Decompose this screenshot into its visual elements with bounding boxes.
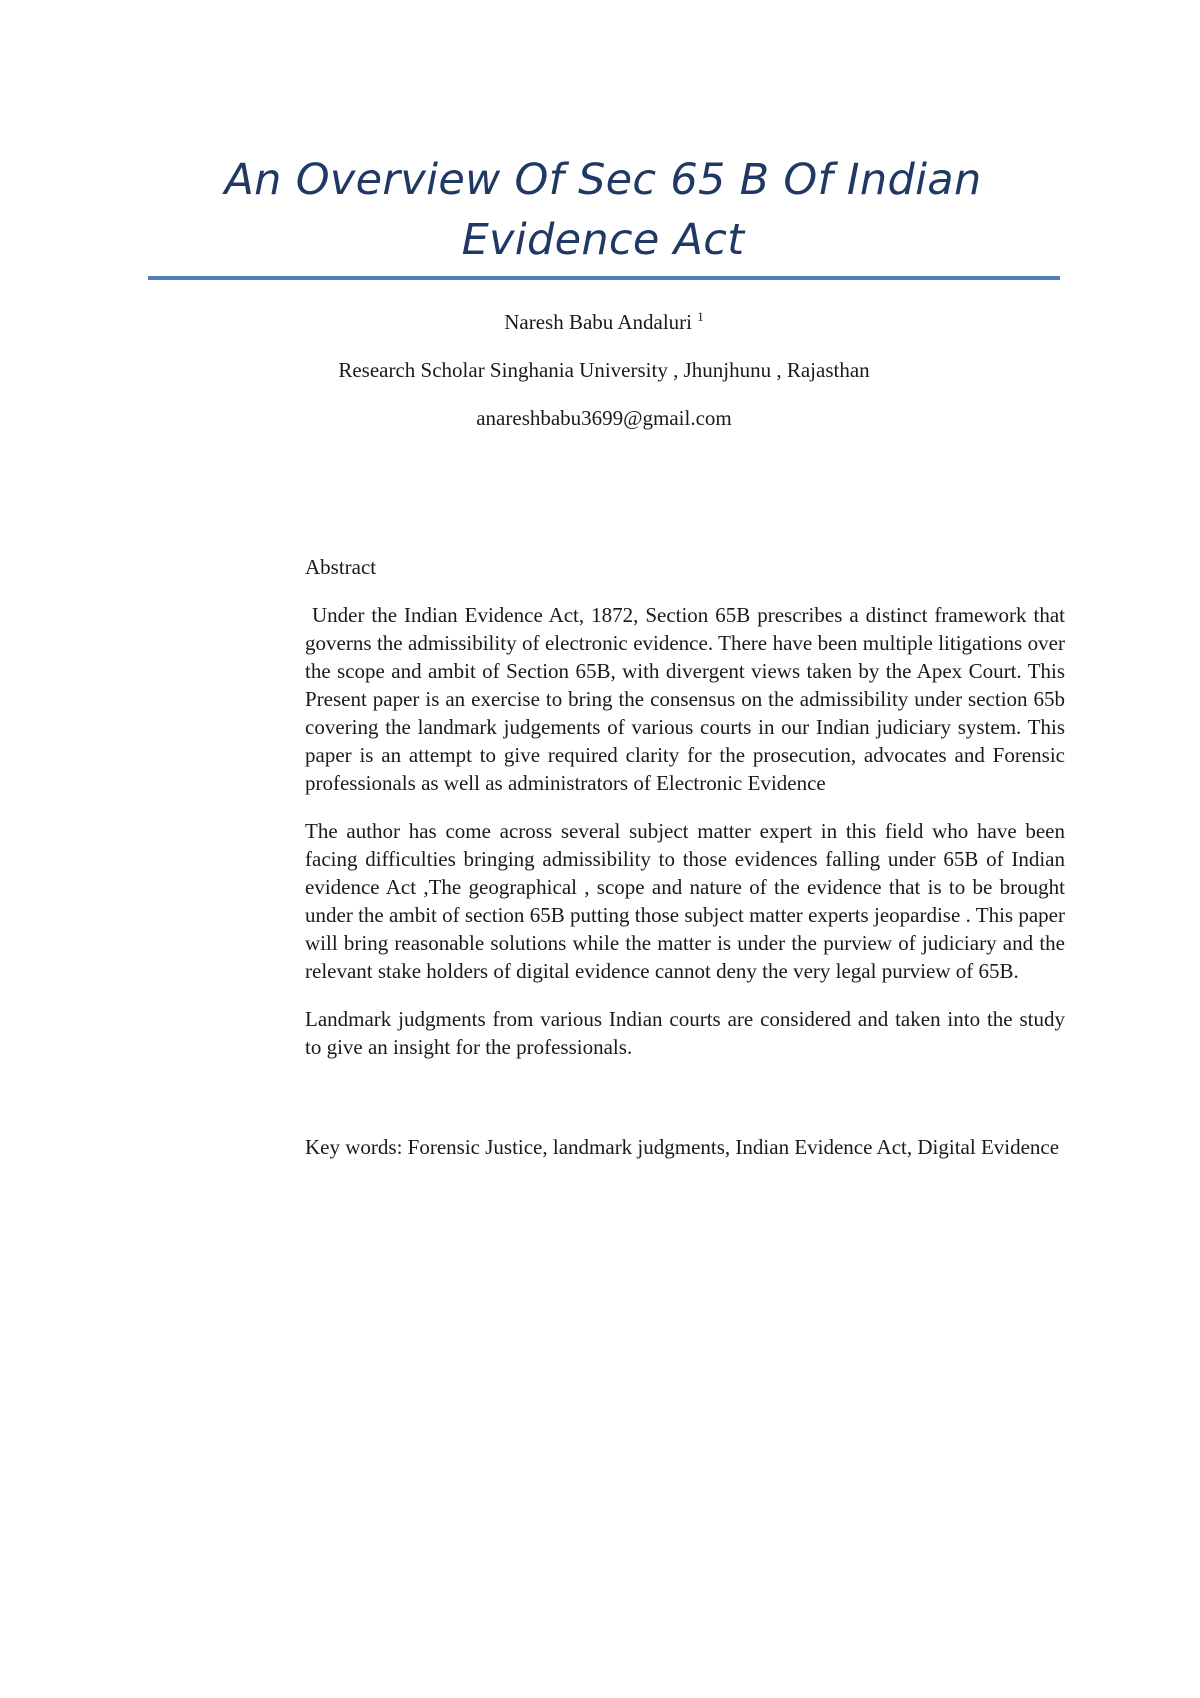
- author-block: [148, 308, 1060, 452]
- paper-title: An Overview Of Sec 65 B Of Indian Evidence Act: [224, 155, 982, 265]
- author-affiliation: Research Scholar Singhania University , Jhunjhunu , Rajasthan: [338, 358, 870, 382]
- author-footnote-mark: 1: [697, 309, 704, 324]
- abstract-paragraph: The author has come across several subject matter expert in this field who have been facing difficulties bringing admissibility to those evidences falling under 65B of Indian evidence Act ,The geographical , scope and nature of the evidence that is to be brought under the ambit of section 65B putting those subject matter experts jeopardise . This paper will bring reasonable solutions while the matter is under the purview of judiciary and the relevant stake holders of digital evidence cannot deny the very legal purview of 65B.: [305, 819, 1065, 983]
- abstract-heading: Abstract: [305, 555, 377, 579]
- keywords: Key words: Forensic Justice, landmark judgments, Indian Evidence Act, Digital Evidence: [305, 1135, 1060, 1159]
- title-divider: [148, 276, 1060, 280]
- author-name: Naresh Babu Andaluri: [504, 310, 693, 334]
- abstract-paragraph: Under the Indian Evidence Act, 1872, Section 65B prescribes a distinct framework that governs the admissibility of electronic evidence. There have been multiple litigations over the scope and ambit of Section 65B, with divergent views taken by the Apex Court. This Present paper is an exercise to bring the consensus on the admissibility under section 65b covering the landmark judgements of various courts in our Indian judiciary system. This paper is an attempt to give required clarity for the prosecution, advocates and Forensic professionals as well as administrators of Electronic Evidence: [305, 603, 1071, 795]
- abstract-paragraph: Landmark judgments from various Indian courts are considered and taken into the study to give an insight for the professionals.: [305, 1007, 1065, 1059]
- author-email: anareshbabu3699@gmail.com: [476, 406, 732, 430]
- abstract-section: [305, 553, 1071, 1181]
- author-name-line: [148, 308, 1060, 356]
